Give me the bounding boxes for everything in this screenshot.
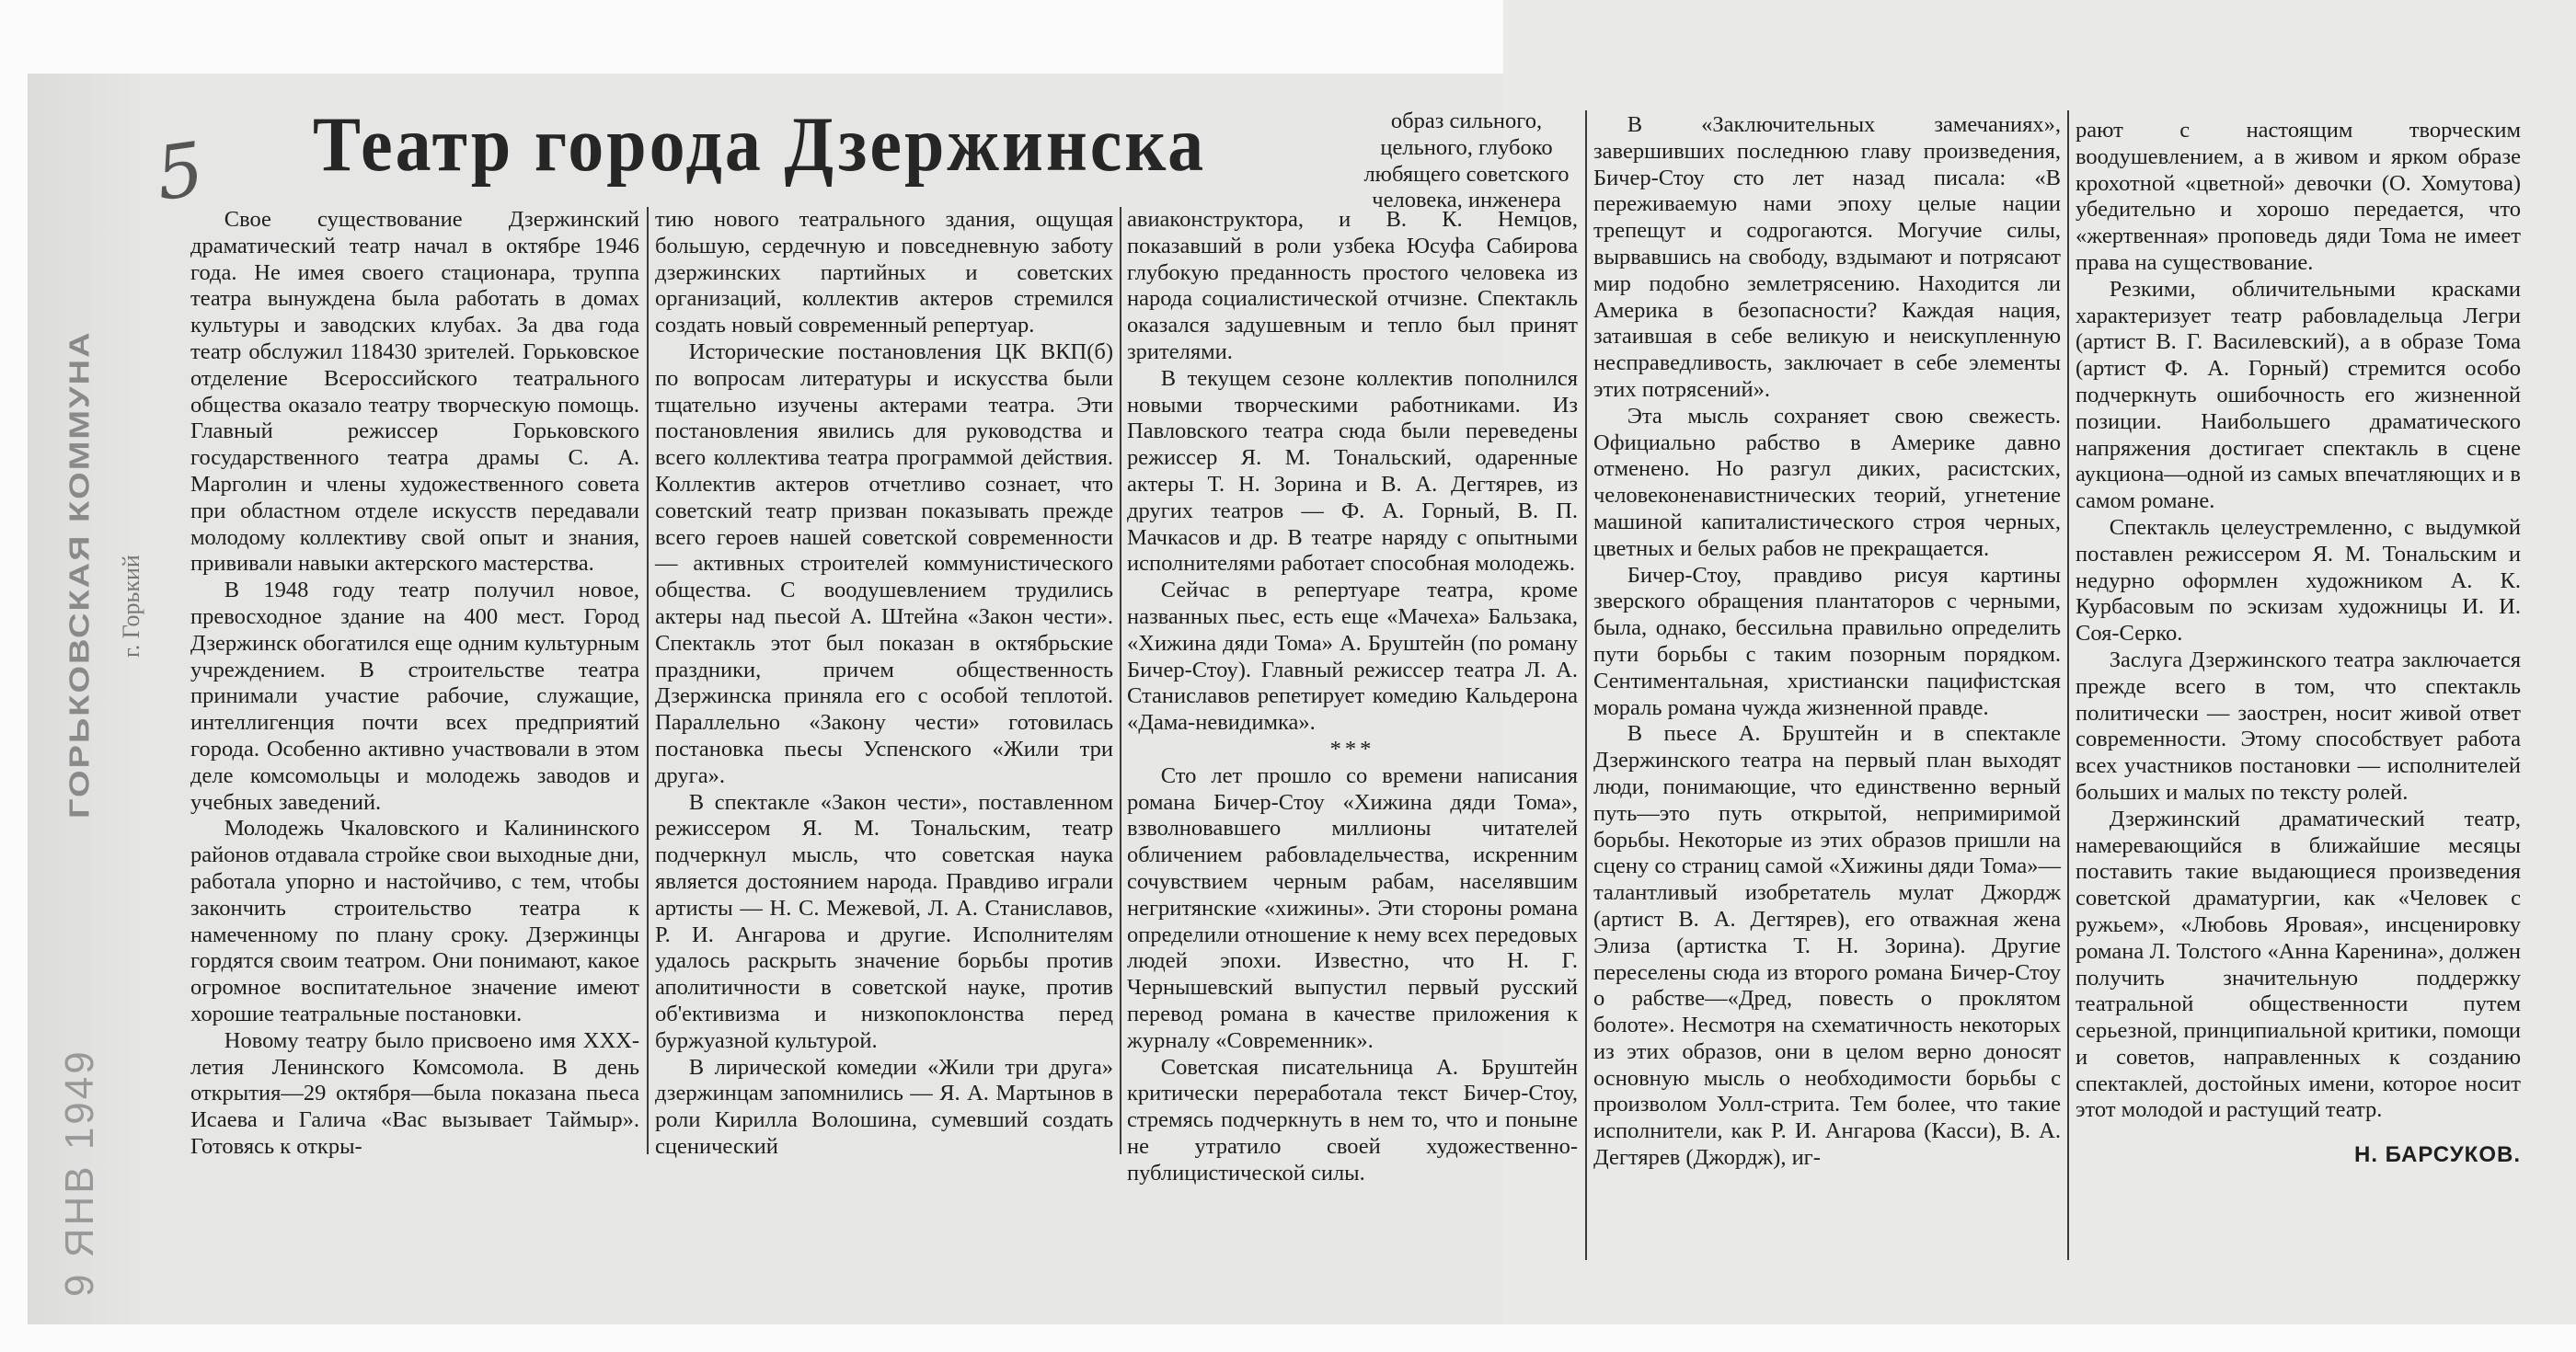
- paragraph: авиаконструктора, и В. К. Немцов, показавший в роли узбека Юсуфа Сабирова глубокую преданность простого человека из народа социалистической отчизне. Спектакль оказался задушевным и тепло был принят зрителями.: [1127, 207, 1578, 364]
- paragraph: В пьесе А. Бруштейн и в спектакле Дзержинского театра на первый план выходят люди, понимающие, что единственно верный путь—это путь открытой, непримиримой борьбы. Некоторые из этих образов пришли на сцену со страниц самой «Хижины дяди Тома»—талантливый изобретатель мулат Джордж (артист В. А. Дегтярев), его отважная жена Элиза (артистка Т. Н. Зорина). Другие переселены сюда из второго романа Бичер-Стоу о рабстве—«Дред, повесть о проклятом болоте». Несмотря на схематичность некоторых из этих образов, они в целом верно доносят основную мысль о необходимости борьбы с произволом Уолл-стрита. Тем более, что такие исполнители, как Р. И. Ангарова (Касси), В. А. Дегтярев (Джордж), иг-: [1593, 721, 2061, 1171]
- paragraph: Сто лет прошло со времени написания романа Бичер-Стоу «Хижина дяди Тома», взволновавшего миллионы читателей обличением рабовладельчества, искренним сочувствием черным рабам, населявшим негритянские «хижины». Эти стороны романа определили отношение к нему всех передовых людей эпохи. Известно, что Н. Г. Чернышевский выпустил первый русский перевод романа в качестве приложения к журналу «Современник».: [1127, 762, 1578, 1053]
- column-rule: [1120, 207, 1121, 1154]
- article-column-4: [1593, 112, 2061, 1172]
- article-column-3: [1127, 207, 1578, 1186]
- paragraph: Дзержинский драматический театр, намеревающийся в ближайшие месяцы поставить такие выдающиеся произведения советской драматургии, как «Человек с ружьем», «Любовь Яровая», инсценировку романа Л. Толстого «Анна Каренина», должен получить значительную поддержку театральной общественности путем серьезной, принципиальной критики, помощи и советов, направленных к созданию спектаклей, достойных имени, которое носит этот молодой и растущий театр.: [2076, 806, 2521, 1123]
- column-rule: [647, 207, 649, 1154]
- city-stamp: г. Горький: [118, 555, 144, 658]
- paragraph: Резкими, обличительными красками характеризует театр рабовладельца Легри (артист В. Г. Василевский), а в образе Тома (артист Ф. А. Горный) стремится особо подчеркнуть ошибочность его жизненной позиции. Наибольшего драматического напряжения достигает спектакль в сцене аукциона—одной из самых впечатляющих и в самом романе.: [2076, 276, 2521, 514]
- paragraph: Новому театру было присвоено имя XXX-летия Ленинского Комсомола. В день открытия—29 октября—была показана пьеса Исаева и Галича «Вас вызывает Таймыр». Готовясь к откры-: [190, 1027, 639, 1159]
- paragraph: Бичер-Стоу, правдиво рисуя картины зверского обращения плантаторов с черными, была, однако, бессильна правильно определить пути борьбы с таким позорным порядком. Сентиментальная, христиански пацифистская мораль романа чужда жизненной правде.: [1593, 562, 2061, 720]
- paragraph: Сейчас в репертуаре театра, кроме названных пьес, есть еще «Мачеха» Бальзака, «Хижина дяди Тома» А. Бруштейн (по роману Бичер-Стоу). Главный режиссер театра Л. А. Станиславов репетирует комедию Кальдерона «Дама-невидимка».: [1127, 578, 1578, 736]
- column-rule: [1585, 110, 1587, 1260]
- column-rule: [2067, 110, 2069, 1260]
- paragraph: В 1948 году театр получил новое, превосходное здание на 400 мест. Город Дзержинск обогатился еще одним культурным учреждением. В строительстве театра принимали участие рабочие, служащие, интеллигенция почти всех предприятий города. Особенно активно участвовали в этом деле комсомольцы и молодежь заводов и учебных заведений.: [190, 578, 639, 815]
- author-signature: Н. БАРСУКОВ.: [2353, 1142, 2521, 1168]
- paragraph: В текущем сезоне коллектив пополнился новыми творческими работниками. Из Павловского театра сюда были переведены режиссер Я. М. Тональский, одаренные актеры Т. Н. Зорина и В. А. Дегтярев, из других театров — Ф. А. Горный, В. П. Мачкасов и др. В театре наряду с опытными исполнителями работает способная молодежь.: [1127, 365, 1578, 577]
- article-column-2: [655, 207, 1113, 1161]
- date-stamp: 9 ЯНВ 1949: [57, 1048, 102, 1297]
- paragraph: Советская писательница А. Бруштейн критически переработала текст Бичер-Стоу, стремясь подчеркнуть в нем то, что и поныне не утратило своей художественно-публицистической силы.: [1127, 1054, 1578, 1186]
- paragraph: Молодежь Чкаловского и Калининского районов отдавала стройке свои выходные дни, работала упорно и настойчиво, с тем, чтобы закончить строительство театра к намеченному по плану сроку. Дзержинцы гордятся своим театром. Они понимают, какое огромное воспитательное значение имеют хорошие театральные постановки.: [190, 816, 639, 1026]
- handwritten-mark: 5: [150, 125, 210, 218]
- paragraph: Исторические постановления ЦК ВКП(б) по вопросам литературы и искусства были тщательно изучены актерами театра. Эти постановления явились для руководства и всего коллектива театра программой действия. Коллектив актеров отчетливо сознает, что советский театр призван показывать прежде всего героев нашей советской современности — активных строителей коммунистического общества. С воодушевлением трудились актеры над пьесой А. Штейна «Закон чести». Спектакль этот был показан в октябрьские праздники, причем общественность Дзержинска приняла его с особой теплотой. Параллельно «Закону чести» готовилась постановка пьесы Успенского «Жили три друга».: [655, 338, 1113, 788]
- paragraph: Эта мысль сохраняет свою свежесть. Официально рабство в Америке давно отменено. Но разгул диких, расистских, человеконенавистнических теорий, угнетение машиной капиталистического строя черных, цветных и белых рабов не прекращается.: [1593, 403, 2061, 561]
- article-column-1: [190, 207, 639, 1161]
- paragraph: В спектакле «Закон чести», поставленном режиссером Я. М. Тональским, театр подчеркнул мысль, что советская наука является достоянием народа. Правдиво играли артисты — Н. С. Межевой, Л. А. Станиславов, Р. И. Ангарова и другие. Исполнителям удалось раскрыть значение борьбы против аполитичности в советской науке, против об'ективизма и низкопоклонства перед буржуазной культурой.: [655, 789, 1113, 1053]
- paragraph: Спектакль целеустремленно, с выдумкой поставлен режиссером Я. М. Тональским и недурно оформлен художником А. К. Курбасовым по эскизам художницы И. И. Соя-Серко.: [2076, 514, 2521, 647]
- article-column-5: [2076, 118, 2521, 1169]
- paragraph: В «Заключительных замечаниях», завершивших последнюю главу произведения, Бичер-Стоу сто лет назад писала: «В переживаемую нами эпоху целые нации трепещут и содрогаются. Могучие силы, вырвавшись на свободу, вздымают и потрясают мир подобно землетрясению. Находится ли Америка в безопасности? Каждая нация, затаившая в себе великую и неискупленную несправедливость, заключает в себе элементы этих потрясений».: [1593, 112, 2061, 402]
- newspaper-stamp: ГОРЬКОВСКАЯ КОММУНА: [64, 330, 96, 819]
- article-title: Театр города Дзержинска: [313, 100, 1207, 188]
- paragraph: Заслуга Дзержинского театра заключается прежде всего в том, что спектакль политически — заострен, носит живой ответ современности. Этому способствует работа всех участников постановки — исполнителей больших и малых по тексту ролей.: [2076, 647, 2521, 805]
- article-column-3-top: [1355, 109, 1578, 214]
- paragraph: В лирической комедии «Жили три друга» дзержинцам запомнились — Я. А. Мартынов в роли Кирилла Волошина, сумевший создать сценический: [655, 1054, 1113, 1159]
- section-divider: ***: [1329, 736, 1375, 762]
- paragraph: рают с настоящим творческим воодушевлением, а в живом и ярком образе крохотной «цветной» девочки (О. Хомутова) убедительно и хорошо передается, что «жертвенная» проповедь дяди Тома не имеет права на существование.: [2076, 118, 2521, 275]
- paragraph: Свое существование Дзержинский драматический театр начал в октябре 1946 года. Не имея своего стационара, труппа театра вынуждена была работать в домах культуры и заводских клубах. За два года театр обслужил 118430 зрителей. Горьковское отделение Всероссийского театрального общества оказало театру творческую помощь. Главный режиссер Горьковского государственного театра драмы С. А. Марголин и члены художественного совета при областном отделе искусств передавали молодому коллективу свой опыт и знания, прививали навыки актерского мастерства.: [190, 207, 639, 577]
- paragraph: образ сильного, цельного, глубоко любящего советского человека, инженера: [1363, 109, 1570, 213]
- paragraph: тию нового театрального здания, ощущая большую, сердечную и повседневную заботу дзержинских партийных и советских организаций, коллектив актеров стремился создать новый современный репертуар.: [655, 207, 1113, 338]
